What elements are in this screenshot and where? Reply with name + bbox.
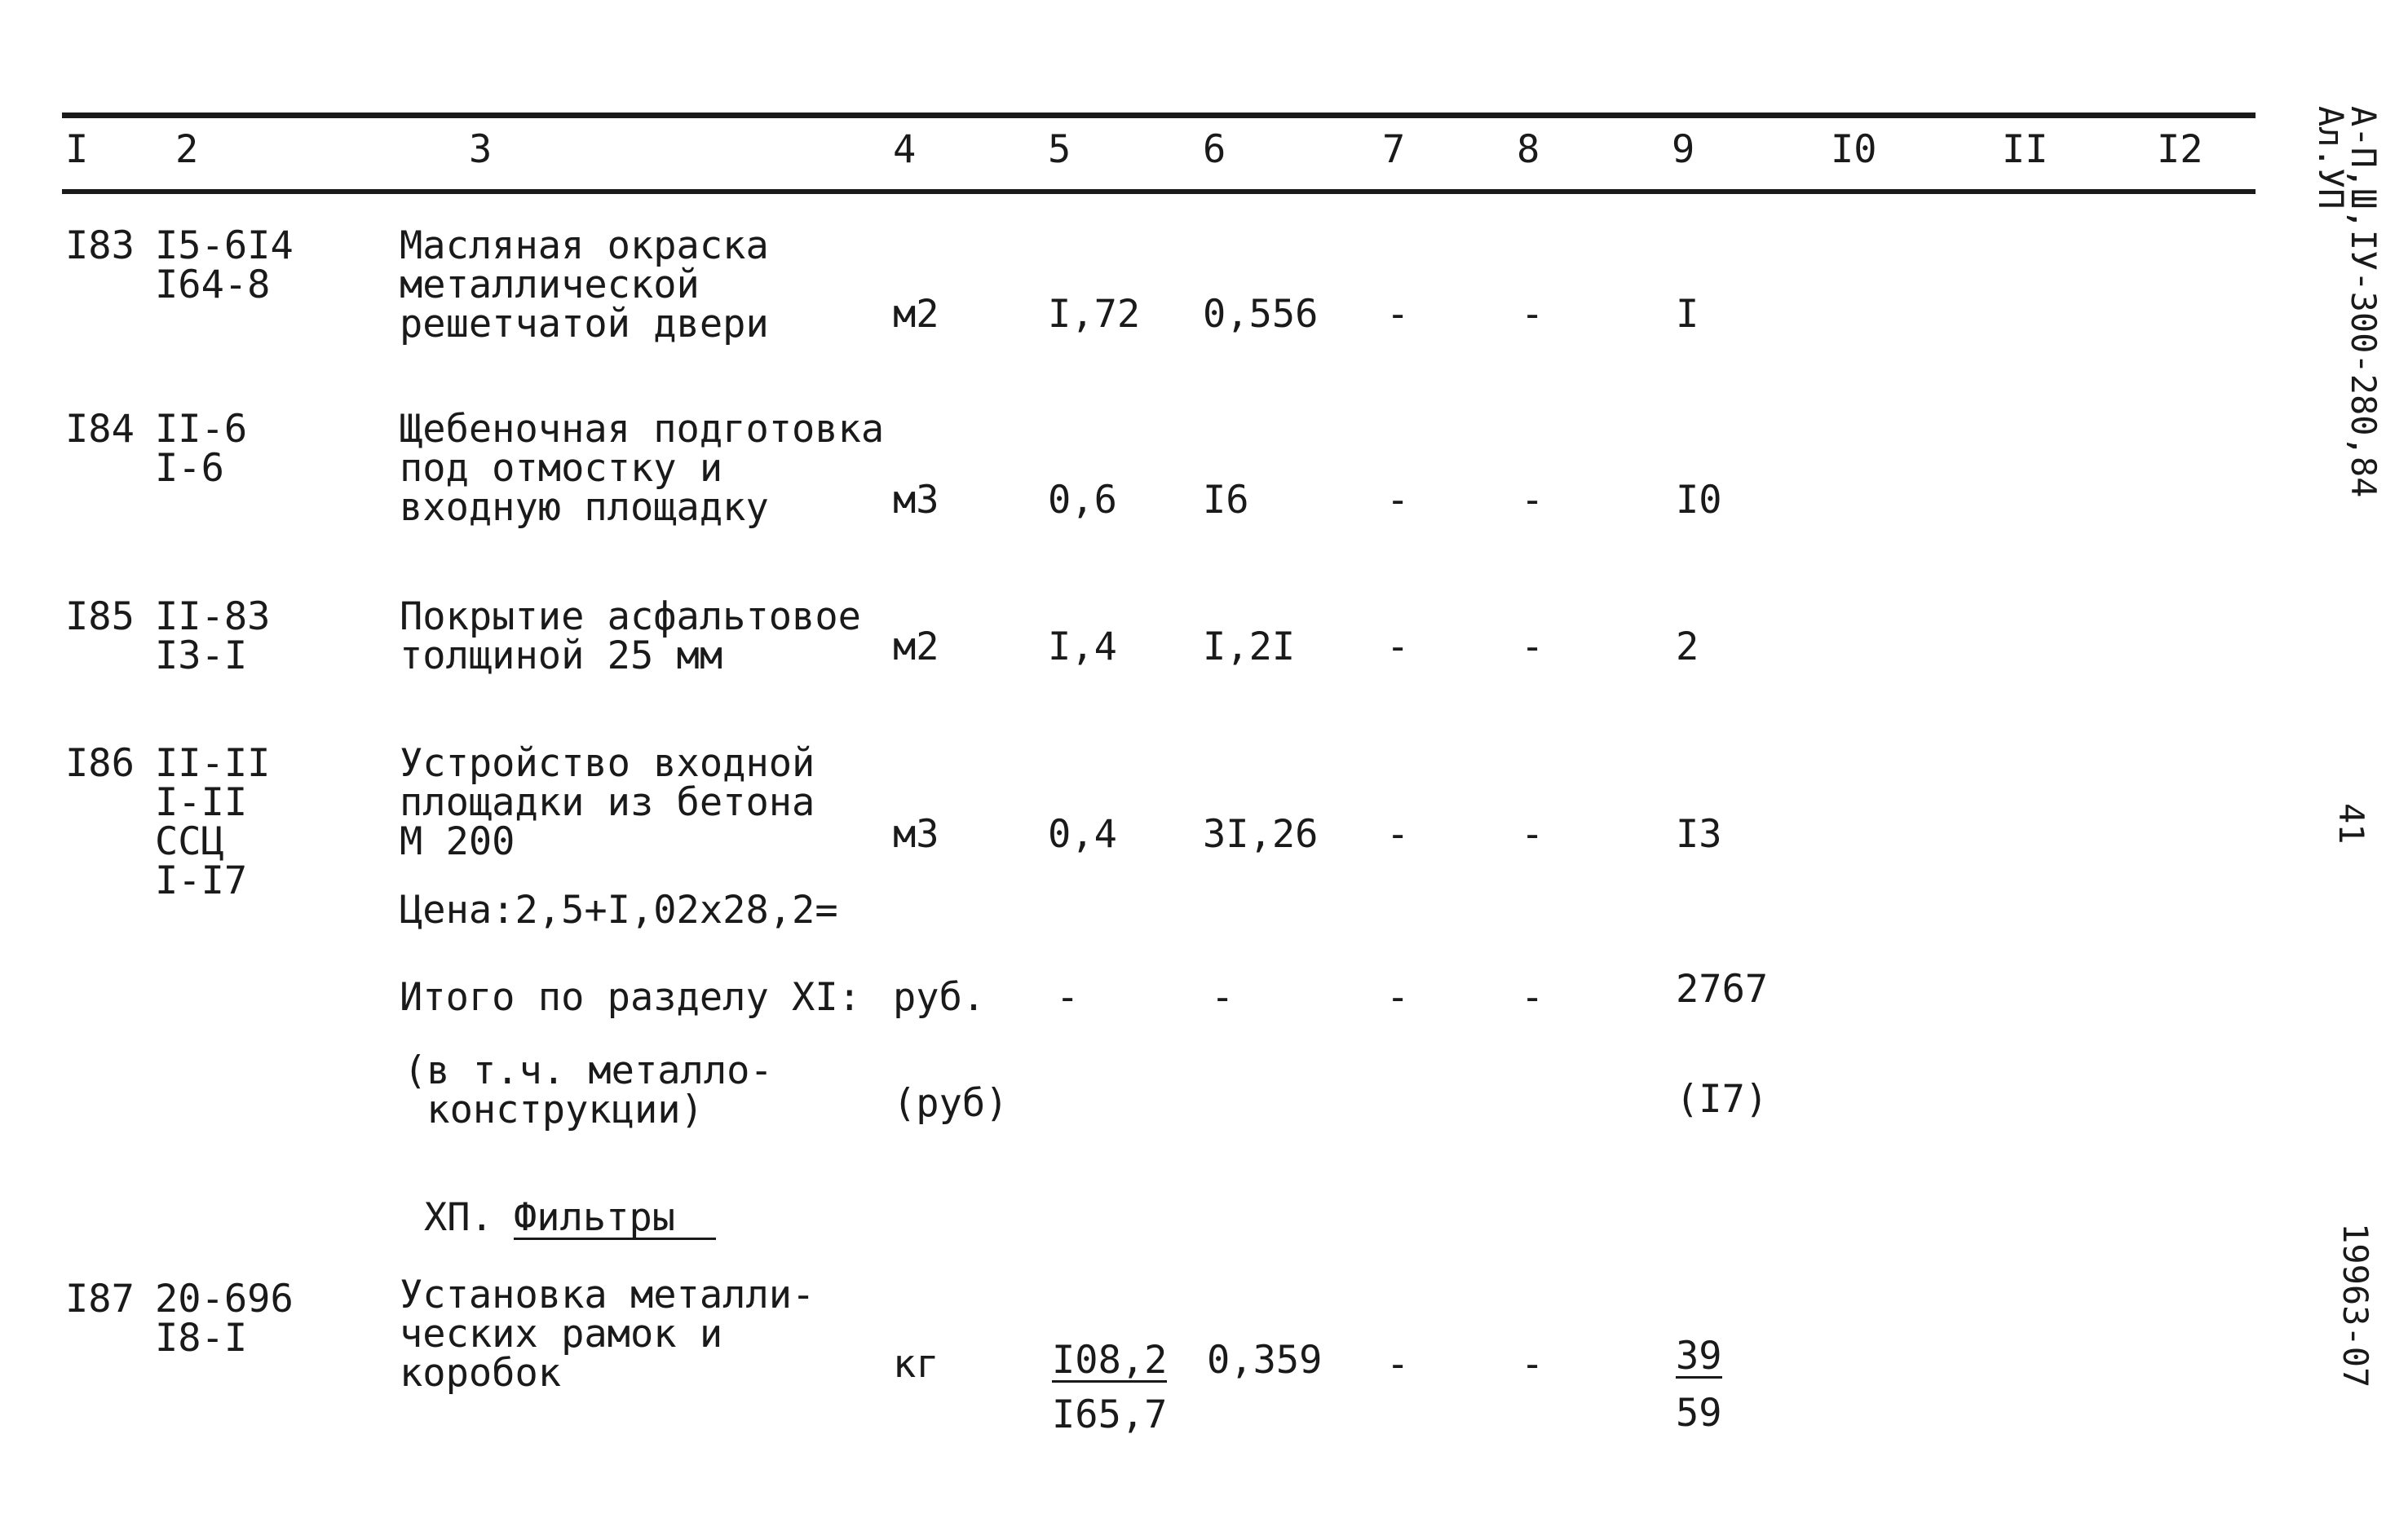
col-header-7: 7: [1382, 127, 1406, 172]
row-col7: -: [1386, 1342, 1410, 1387]
subtotal-label: (в т.ч. металло- конструкции): [404, 1048, 773, 1132]
total-unit: руб.: [893, 975, 986, 1020]
col-header-8: 8: [1517, 127, 1540, 172]
document-code-sub: Ал.УП: [2311, 106, 2351, 210]
row-col9: I: [1676, 292, 1699, 337]
total-col7: -: [1386, 975, 1410, 1020]
col-header-11: II: [2002, 127, 2048, 172]
row-description: Установка металли- ческих рамок и коробок: [400, 1273, 815, 1396]
row-col5: I,72: [1048, 292, 1141, 337]
row-col5: 0,6: [1048, 478, 1117, 523]
row-col9-bottom: 59: [1676, 1391, 1722, 1436]
row-number: I86: [65, 741, 135, 786]
row-col6: I6: [1203, 478, 1249, 523]
row-unit: кг: [893, 1342, 939, 1387]
document-number: 19963-07: [2335, 1223, 2375, 1388]
price-note: Цена:2,5+I,02x28,2=: [400, 888, 838, 933]
row-col9: I3: [1676, 812, 1722, 857]
header-bottom-rule: [62, 189, 2256, 194]
row-col8: -: [1521, 812, 1544, 857]
col-header-2: 2: [175, 127, 199, 172]
row-codes: II-6 I-6: [155, 407, 248, 491]
row-col9: I0: [1676, 478, 1722, 523]
row-description: Покрытие асфальтовое толщиной 25 мм: [400, 594, 861, 678]
row-codes: II-83 I3-I: [155, 594, 271, 678]
row-codes: 20-696 I8-I: [155, 1277, 294, 1361]
row-description: Устройство входной площадки из бетона М 200: [400, 741, 815, 864]
col-header-1: I: [65, 127, 89, 172]
row-codes: I5-6I4 I64-8: [155, 223, 294, 307]
row-description: Масляная окраска металлической решетчатой двери: [400, 223, 769, 346]
row-col8: -: [1521, 478, 1544, 523]
row-col5-top: I08,2: [1052, 1338, 1168, 1383]
row-col7: -: [1386, 812, 1410, 857]
row-codes: II-II I-II ССЦ I-I7: [155, 741, 271, 903]
document-code: А-П,Ш,IУ-300-280,84: [2344, 106, 2384, 498]
subtotal-col9: (I7): [1676, 1077, 1769, 1122]
total-label: Итого по разделу XI:: [400, 975, 861, 1020]
col-header-5: 5: [1048, 127, 1071, 172]
row-col5-bottom: I65,7: [1052, 1392, 1168, 1437]
row-unit: м2: [893, 624, 939, 669]
section-title: Фильтры: [514, 1198, 716, 1240]
row-number: I83: [65, 223, 135, 268]
row-number: I85: [65, 594, 135, 639]
row-col8: -: [1521, 292, 1544, 337]
total-col9: 2767: [1676, 967, 1769, 1012]
total-col6: -: [1211, 975, 1235, 1020]
row-col8: -: [1521, 624, 1544, 669]
row-unit: м2: [893, 292, 939, 337]
section-heading: [424, 1195, 676, 1240]
row-col5: 0,4: [1048, 812, 1117, 857]
col-header-9: 9: [1672, 127, 1695, 172]
col-header-6: 6: [1203, 127, 1226, 172]
row-col6: 0,556: [1203, 292, 1319, 337]
row-col7: -: [1386, 624, 1410, 669]
row-number: I84: [65, 407, 135, 452]
row-number: I87: [65, 1277, 135, 1322]
row-col7: -: [1386, 478, 1410, 523]
row-col9-top: 39: [1676, 1334, 1722, 1379]
col-header-3: 3: [469, 127, 493, 172]
subtotal-unit: (руб): [893, 1081, 1009, 1126]
col-header-4: 4: [893, 127, 917, 172]
row-col6: I,2I: [1203, 624, 1296, 669]
row-unit: м3: [893, 812, 939, 857]
row-description: Щебеночная подготовка под отмостку и входную площадку: [400, 407, 885, 530]
row-col6: 3I,26: [1203, 812, 1319, 857]
row-col5: I,4: [1048, 624, 1117, 669]
section-number: ХП.: [424, 1195, 493, 1240]
page-number: 41: [2331, 803, 2371, 845]
row-col9: 2: [1676, 624, 1699, 669]
row-unit: м3: [893, 478, 939, 523]
col-header-10: I0: [1831, 127, 1877, 172]
total-col8: -: [1521, 975, 1544, 1020]
row-col8: -: [1521, 1342, 1544, 1387]
row-col7: -: [1386, 292, 1410, 337]
header-top-rule: [62, 113, 2256, 118]
col-header-12: I2: [2157, 127, 2203, 172]
total-col5: -: [1056, 975, 1080, 1020]
row-col6: 0,359: [1207, 1338, 1323, 1383]
